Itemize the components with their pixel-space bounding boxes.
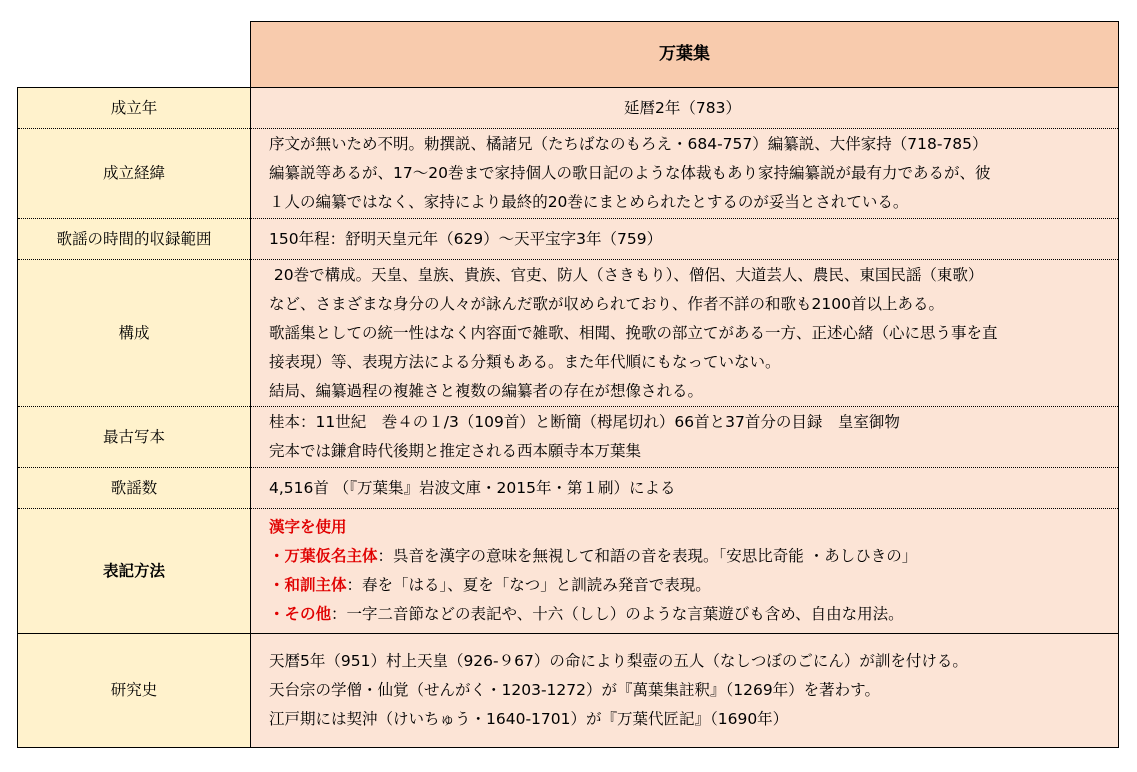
table-row (18, 129, 1119, 219)
text-line: 完本では鎌倉時代後期と推定される西本願寺本万葉集 (269, 442, 642, 460)
row-label: 構成 (18, 260, 251, 407)
notation-key: ・万葉仮名主体 (269, 547, 378, 565)
row-label: 歌謡の時間的収録範囲 (18, 219, 251, 260)
table-row (18, 88, 1119, 129)
notation-title: 漢字を使用 (269, 518, 347, 536)
text-line: 江戸期には契沖（けいちゅう・1640-1701）が『万葉代匠記』（1690年） (269, 710, 789, 728)
row-label: 最古写本 (18, 407, 251, 468)
text-line: 天台宗の学僧・仙覚（せんがく・1203-1272）が『萬葉集註釈』（1269年）を著わす。 (269, 681, 880, 699)
row-label: 表記方法 (18, 509, 251, 634)
row-value (251, 129, 1119, 219)
table-row (18, 219, 1119, 260)
table-title: 万葉集 (251, 22, 1119, 88)
text-line: 歌謡集としての統一性はなく内容面で雑歌、相聞、挽歌の部立てがある一方、正述心緒（心に思う事を直 (269, 323, 998, 342)
text-line: 天暦5年（951）村上天皇（926-９67）の命により梨壺の五人（なしつぼのごにん）が訓を付ける。 (269, 652, 968, 670)
header-row (18, 22, 1119, 88)
table-row (18, 260, 1119, 407)
text-line: 桂本：11世紀 巻４の１/3（109首）と断簡（栂尾切れ）66首と37首分の目録 皇室御物 (269, 413, 900, 431)
row-label: 歌謡数 (18, 468, 251, 509)
table-row (18, 468, 1119, 509)
notation-item (269, 600, 1114, 629)
row-value (251, 260, 1119, 407)
notation-key: ・和訓主体 (269, 576, 347, 594)
text-line: 序文が無いため不明。勅撰説、橘諸兄（たちばなのもろえ・684-757）編纂説、大伴家持（718-785） (269, 135, 988, 153)
row-label: 研究史 (18, 634, 251, 748)
notation-text: ：呉音を漢字の意味を無視して和語の音を表現。「安思比奇能 ・あしひきの」 (377, 547, 918, 565)
row-label: 成立年 (18, 88, 251, 129)
text-line: １人の編纂ではなく、家持により最終的20巻にまとめられたとするのが妥当とされている。 (269, 193, 909, 211)
notation-item (269, 542, 1114, 571)
row-value (251, 634, 1119, 748)
notation-item (269, 571, 1114, 600)
text-line: 20巻で構成。天皇、皇族、貴族、官吏、防人（さきもり）、僧侶、大道芸人、農民、東国民謡（東歌） (269, 265, 984, 284)
text-line: など、さまざまな身分の人々が詠んだ歌が収められており、作者不詳の和歌も2100首以上ある。 (269, 294, 944, 313)
table-row (18, 634, 1119, 748)
table-row (18, 509, 1119, 634)
row-value: 4,516首 （『万葉集』岩波文庫・2015年・第１刷）による (251, 468, 1119, 509)
text-line: 接表現）等、表現方法による分類もある。また年代順にもなっていない。 (269, 352, 781, 371)
text-line: 結局、編纂過程の複雑さと複数の編纂者の存在が想像される。 (269, 381, 704, 400)
notation-text: ：春を「はる」、夏を「なつ」と訓読み発音で表現。 (346, 576, 711, 594)
row-value (251, 509, 1119, 634)
notation-key: ・その他 (269, 605, 332, 623)
notation-text: ：一字二音節などの表記や、十六（しし）のような言葉遊びも含め、自由な用法。 (331, 605, 904, 623)
table-row (18, 407, 1119, 468)
corner-cell (18, 22, 251, 88)
text-line: 編纂説等あるが、17～20巻まで家持個人の歌日記のような体裁もあり家持編纂説が最有力であるが、彼 (269, 164, 991, 182)
manyoshu-table (17, 21, 1119, 748)
row-value: 150年程：舒明天皇元年（629）～天平宝字3年（759） (251, 219, 1119, 260)
row-value (251, 407, 1119, 468)
row-value: 延暦2年（783） (251, 88, 1119, 129)
row-label: 成立経緯 (18, 129, 251, 219)
